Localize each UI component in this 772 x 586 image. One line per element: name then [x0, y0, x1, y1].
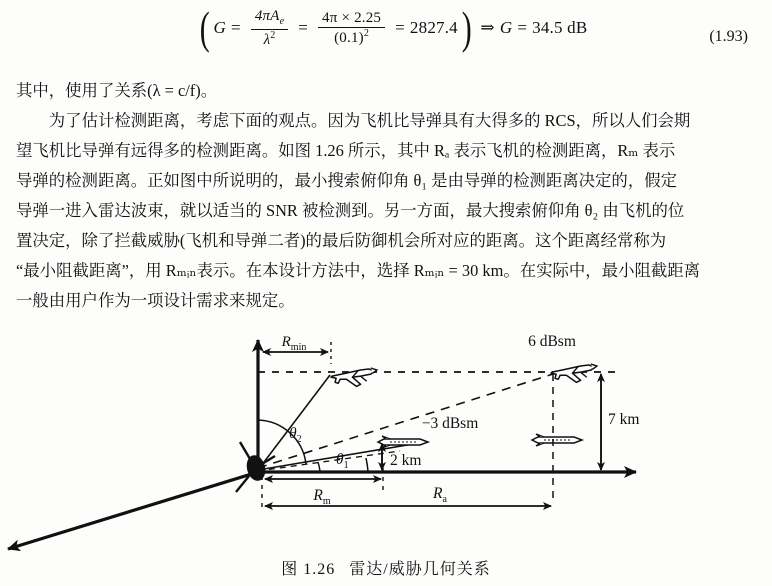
body-line-1: 其中，使用了关系(λ = c/f)。	[16, 81, 218, 100]
equation-fraction-2-denominator	[318, 27, 385, 46]
equation-block	[0, 1, 772, 68]
body-line-2: 为了估计检测距离，考虑下面的观点。因为飞机比导弹具有大得多的 RCS，所以人们会期	[48, 111, 691, 130]
ra-label-symbol: R	[433, 485, 443, 502]
equation-number: (1.93)	[709, 28, 748, 45]
equation-equals-3: =	[395, 17, 405, 37]
figure-radar-threat-geometry	[0, 316, 772, 554]
depth-axis	[8, 472, 258, 549]
missile-rcs-label: −3 dBsm	[421, 415, 479, 432]
theta1-label-symbol: θ	[336, 451, 344, 468]
equation-result-value: 34.5 dB	[532, 17, 588, 37]
body-text-block	[16, 76, 758, 316]
equation-fraction-2-numerator: 4π × 2.25	[322, 9, 382, 26]
equation-implies-symbol: ⇒	[480, 17, 495, 37]
body-line-6: 置决定，除了拦截威胁(飞机和导弹二者)的最后防御机会所对应的距离。这个距离经常称为	[16, 231, 667, 250]
aircraft-rcs-label: 6 dBsm	[528, 333, 576, 350]
equation-expression	[196, 1, 588, 53]
missile-altitude-label: 2 km	[390, 452, 422, 469]
theta1-label	[336, 451, 349, 471]
body-line-8: 一般由用户作为一项设计需求来规定。	[16, 291, 295, 310]
aircraft-near-icon	[331, 368, 377, 386]
figure-caption-text: 雷达/威胁几何关系	[349, 561, 491, 578]
rm-label-symbol: R	[313, 487, 323, 504]
theta2-label	[289, 425, 302, 445]
r-min-label-symbol: R	[281, 334, 291, 350]
equation-fraction-1-numerator	[251, 8, 288, 29]
equation-gain-value: 2827.4	[409, 17, 458, 37]
body-line-4: 导弹的检测距离。正如图中所说明的，最小搜索俯仰角 θ₁ 是由导弹的检测距离决定的，假定	[16, 171, 677, 190]
theta2-label-sub: 2	[296, 434, 302, 445]
figure-caption	[0, 556, 772, 579]
theta2-label-symbol: θ	[289, 425, 297, 442]
equation-fraction-1	[251, 8, 288, 48]
ra-label	[432, 485, 447, 505]
equation-equals-2: =	[298, 17, 309, 37]
equation-result-equals: =	[517, 17, 528, 37]
missile-far-icon	[532, 434, 582, 446]
equation-den2-text: (0.1)	[334, 29, 364, 46]
equation-num1-sub: e	[279, 16, 285, 27]
figure-caption-number: 图 1.26	[281, 561, 336, 578]
aircraft-far-icon	[551, 364, 597, 382]
equation-result-symbol: G	[499, 17, 513, 37]
body-line-3: 望飞机比导弹有远得多的检测距离。如图 1.26 所示，其中 Rₐ 表示飞机的检测距离，Rₘ 表示	[16, 141, 676, 160]
r-min-label	[281, 334, 307, 353]
equation-gain-symbol: G	[213, 17, 227, 37]
theta1-label-sub: 1	[343, 460, 349, 471]
equation-fraction-2	[318, 10, 385, 46]
equation-num1-text: 4πA	[254, 8, 280, 24]
equation-den2-sup: 2	[363, 27, 370, 39]
theta1-arc	[366, 458, 368, 471]
theta1-arc-outer	[318, 462, 320, 471]
aircraft-altitude-label: 7 km	[608, 411, 640, 428]
equation-den1-sup: 2	[270, 29, 276, 41]
body-line-7: “最小阻截距离”，用 Rₘᵢₙ表示。在本设计方法中，选择 Rₘᵢₙ = 30 km。在实际中，最小阻截距离	[16, 261, 701, 280]
equation-close-paren: )	[461, 1, 472, 53]
equation-fraction-1-denominator	[251, 29, 288, 48]
equation-open-paren: (	[199, 1, 210, 53]
equation-equals-1: =	[231, 17, 241, 37]
ra-label-sub: a	[442, 494, 447, 505]
rm-label	[312, 487, 330, 507]
r-min-label-sub: min	[290, 342, 307, 353]
body-line-5: 导弹一进入雷达波束，就以适当的 SNR 被检测到。另一方面，最大搜索俯仰角 θ₂ 由飞机的位	[16, 201, 685, 220]
equation-den1-text: λ	[263, 31, 271, 48]
rm-label-sub: m	[322, 496, 331, 507]
